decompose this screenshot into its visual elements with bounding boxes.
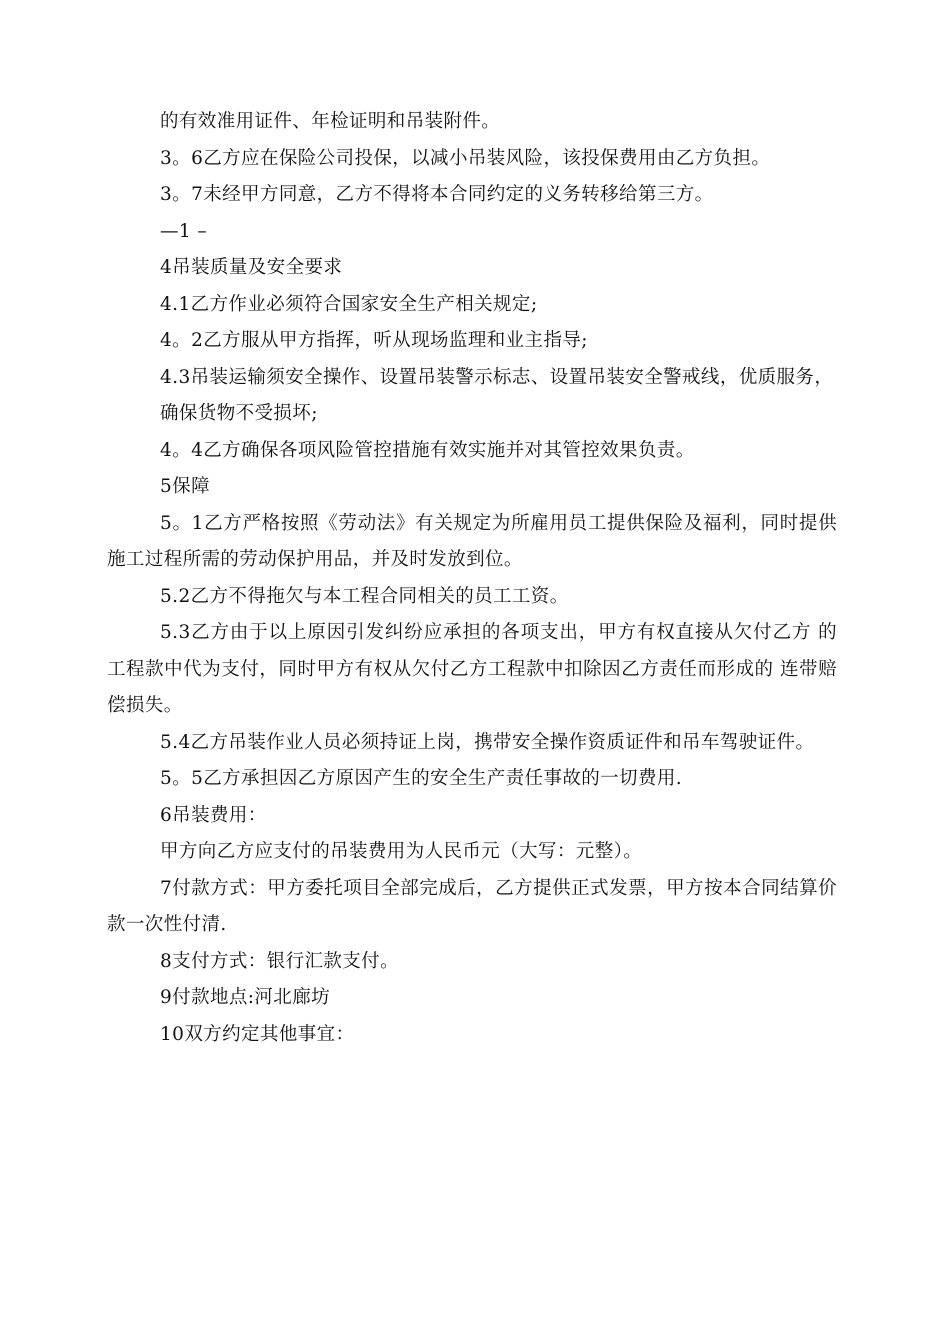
paragraph-4-2: 4。2乙方服从甲方指挥，听从现场监理和业主指导; xyxy=(160,330,588,351)
paragraph-4-1: 4.1乙方作业必须符合国家安全生产相关规定; xyxy=(160,293,538,315)
paragraph-2: 3。6乙方应在保险公司投保，以减小吊装风险，该投保费用由乙方负担。 xyxy=(160,147,771,169)
paragraph-4-3-continued: 确保货物不受损坏; xyxy=(160,403,318,424)
paragraph-5-4: 5.4乙方吊装作业人员必须持证上岗，携带安全操作资质证件和吊车驾驶证件。 xyxy=(160,731,815,753)
paragraph-1: 的有效准用证件、年检证明和吊装附件。 xyxy=(160,111,501,132)
paragraph-6-fee: 甲方向乙方应支付的吊装费用为人民币元（大写：元整）。 xyxy=(160,841,643,862)
paragraph-5-1: 5。1乙方严格按照《劳动法》有关规定为所雇用员工提供保险及福利，同时提供施工过程所需的劳动保护用品，并及时发放到位。 xyxy=(107,512,837,570)
page-number: —1 – xyxy=(160,220,208,242)
paragraph-5-3: 5.3乙方由于以上原因引发纠纷应承担的各项支出，甲方有权直接从欠付乙方 的工程款中代为支付，同时甲方有权从欠付乙方工程款中扣除因乙方责任而形成的 连带赔偿损失。 xyxy=(107,622,837,716)
paragraph-4-4: 4。4乙方确保各项风险管控措施有效实施并对其管控效果负责。 xyxy=(160,439,695,461)
paragraph-5-5: 5。5乙方承担因乙方原因产生的安全生产责任事故的一切费用. xyxy=(160,768,683,789)
paragraph-7-payment-method: 7付款方式：甲方委托项目全部完成后，乙方提供正式发票，甲方按本合同结算价款一次性付清. xyxy=(107,877,837,935)
section-heading-6: 6吊装费用： xyxy=(160,804,267,826)
section-heading-4: 4吊装质量及安全要求 xyxy=(160,257,343,278)
document-body xyxy=(107,104,837,1053)
paragraph-9-payment-location: 9付款地点:河北廊坊 xyxy=(160,987,331,1008)
section-heading-5: 5保障 xyxy=(160,476,210,497)
paragraph-3: 3。7未经甲方同意，乙方不得将本合同约定的义务转移给第三方。 xyxy=(160,184,714,205)
paragraph-10-other-matters: 10双方约定其他事宜： xyxy=(160,1023,355,1045)
paragraph-5-2: 5.2乙方不得拖欠与本工程合同相关的员工工资。 xyxy=(160,585,569,607)
paragraph-4-3: 4.3吊装运输须安全操作、设置吊装警示标志、设置吊装安全警戒线，优质服务， xyxy=(160,366,834,388)
paragraph-8-payment-channel: 8支付方式：银行汇款支付。 xyxy=(160,950,399,972)
